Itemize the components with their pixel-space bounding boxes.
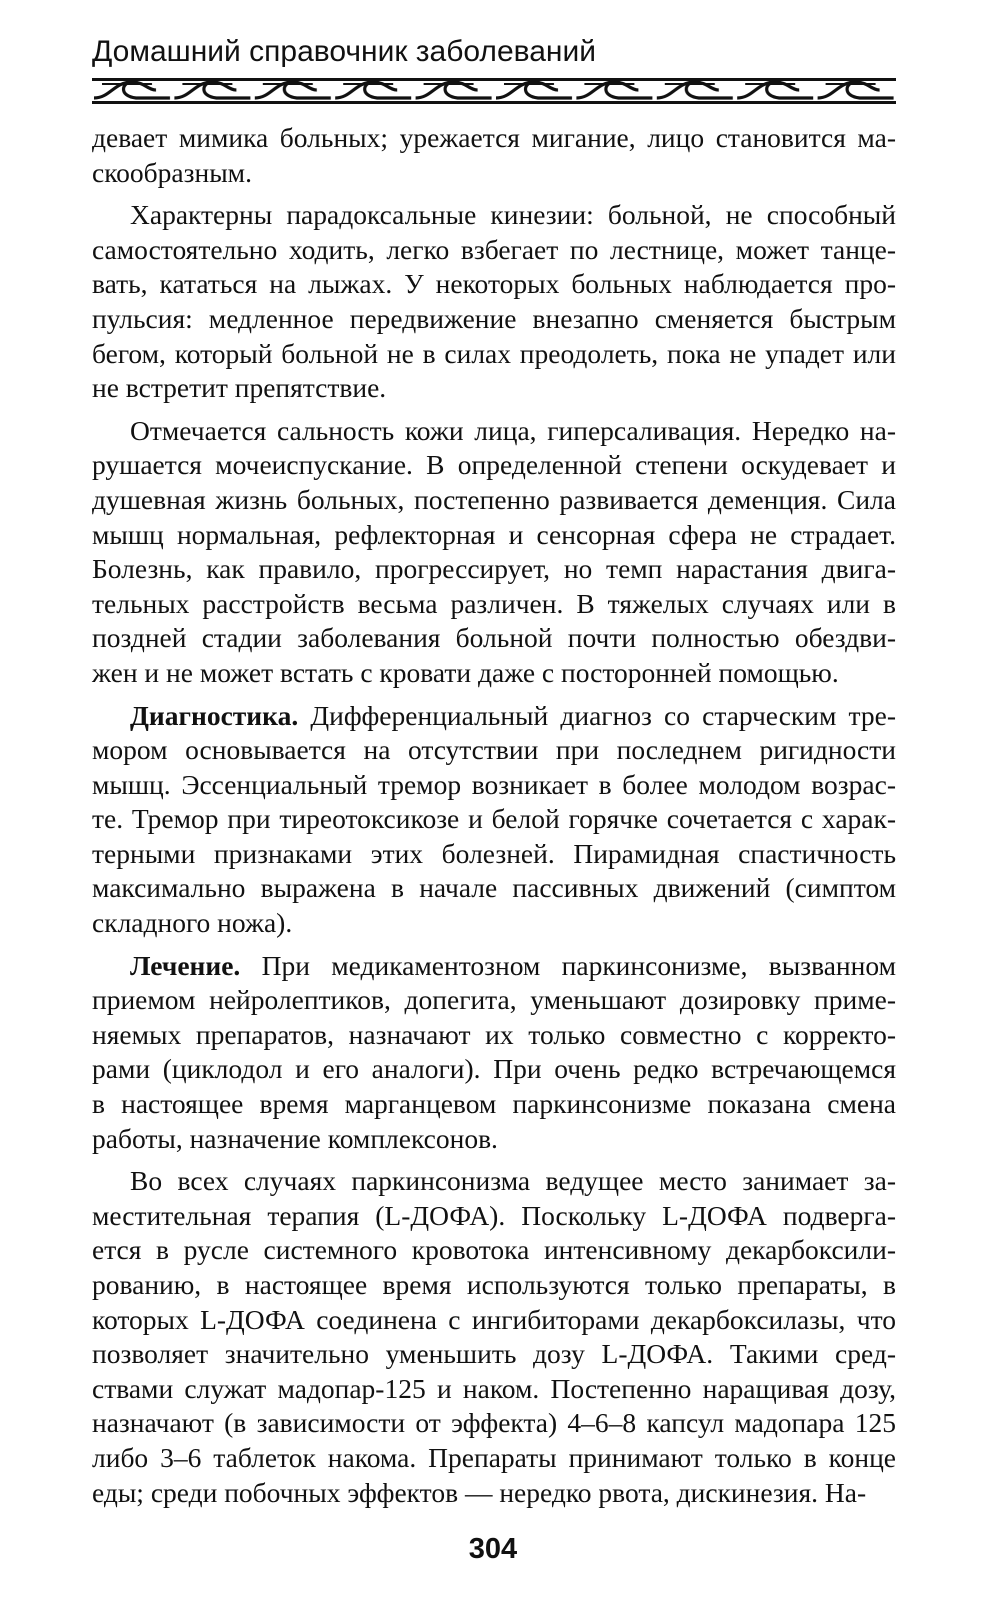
paragraph [92, 121, 896, 190]
text-line: тельных расстройств весьма различен. В тяжелых случаях или в [92, 587, 896, 619]
paragraph [92, 1164, 896, 1510]
text-line: девает мимика больных; урежается мигание, лицо становится ма- [92, 122, 896, 153]
text-line: терными признаками этих болезней. Пирамидная спастичность [92, 837, 896, 869]
run-in-heading: Лечение. [130, 949, 241, 981]
text-line: еды; среди побочных эффектов — нередко рвота, дискинезия. На- [92, 1476, 867, 1508]
text-line: мором основывается на отсутствии при последнем ригидности [92, 734, 896, 766]
paragraph [92, 949, 896, 1157]
text-line: Болезнь, как правило, прогрессирует, но темп нарастания двига- [92, 553, 896, 585]
text-line: приемом нейролептиков, допегита, уменьшают дозировку приме- [92, 984, 896, 1016]
text-line: бегом, который больной не в силах преодолеть, пока не упадет или [92, 337, 896, 369]
text-line: душевная жизнь больных, постепенно развивается деменция. Сила [92, 483, 896, 515]
paragraph-gap [92, 190, 896, 198]
page-number: 304 [468, 1533, 518, 1565]
text-line: складного ножа). [92, 907, 293, 939]
paragraph-gap [92, 406, 896, 414]
line-text: Дифференциальный диагноз со старческим тре- [298, 699, 896, 731]
text-line: мышц. Эссенциальный тремор возникает в более молодом возрас- [92, 768, 896, 800]
line-text: При медикаментозном паркинсонизме, вызванном [240, 949, 896, 981]
text-line: не встретит препятствие. [92, 372, 387, 404]
text-line: самостоятельно ходить, легко взбегает по лестнице, может танце- [92, 233, 896, 265]
paragraph-gap [92, 691, 896, 699]
text-line: пульсия: медленное передвижение внезапно сменяется быстрым [92, 302, 896, 334]
paragraph [92, 699, 896, 941]
text-line: скообразным. [92, 156, 252, 188]
text-line: в настоящее время марганцевом паркинсонизме показана смена [92, 1088, 896, 1120]
text-line: местительная терапия (L-ДОФА). Поскольку L-ДОФА подверга- [92, 1199, 896, 1231]
text-line: Отмечается сальность кожи лица, гиперсаливация. Нередко на- [130, 414, 896, 446]
paragraph-gap [92, 941, 896, 949]
text-line: поздней стадии заболевания больной почти полностью обездви- [92, 622, 896, 654]
text-line: ствами служат мадопар-125 и наком. Постепенно наращивая дозу, [92, 1372, 896, 1404]
text-line: Во всех случаях паркинсонизма ведущее место занимает за- [130, 1165, 896, 1197]
text-line: работы, назначение комплексонов. [92, 1122, 498, 1154]
text-line: жен и не может встать с кровати даже с посторонней помощью. [92, 656, 839, 688]
text-line: позволяет значительно уменьшить дозу L-ДОФА. Такими сред- [92, 1338, 896, 1370]
text-line: которых L-ДОФА соединена с ингибиторами декарбоксилазы, что [92, 1303, 896, 1335]
text-line: либо 3–6 таблеток накома. Препараты принимают только в конце [92, 1441, 896, 1473]
text-line: Характерны парадоксальные кинезии: больной, не способный [130, 199, 896, 231]
text-line: рушается мочеиспускание. В определенной степени оскудевает и [92, 449, 896, 481]
text-line: вать, кататься на лыжах. У некоторых больных наблюдается про- [92, 268, 896, 300]
text-line: няемых препаратов, назначают их только совместно с корректо- [92, 1018, 896, 1050]
running-head-title: Домашний справочник заболеваний [92, 35, 596, 68]
text-line: те. Тремор при тиреотоксикозе и белой горячке сочетается с харак- [92, 803, 896, 835]
text-line: максимально выражена в начале пассивных движений (симптом [92, 872, 896, 904]
text-line: назначают (в зависимости от эффекта) 4–6–8 капсул мадопара 125 [92, 1407, 896, 1439]
text-line: ется в русле системного кровотока интенсивному декарбоксили- [92, 1234, 896, 1266]
text-line [92, 699, 896, 734]
paragraph [92, 198, 896, 406]
text-line: рами (циклодол и его аналоги). При очень редко встречающемся [92, 1053, 896, 1085]
body-text [92, 121, 896, 1510]
decorative-rule-ornament [92, 76, 896, 106]
run-in-heading: Диагностика. [130, 699, 299, 731]
text-line [92, 949, 896, 984]
text-line: рованию, в настоящее время используются только препараты, в [92, 1269, 896, 1300]
paragraph [92, 414, 896, 691]
text-line: мышц нормальная, рефлекторная и сенсорная сфера не страдает. [92, 518, 896, 550]
paragraph-gap [92, 1156, 896, 1164]
